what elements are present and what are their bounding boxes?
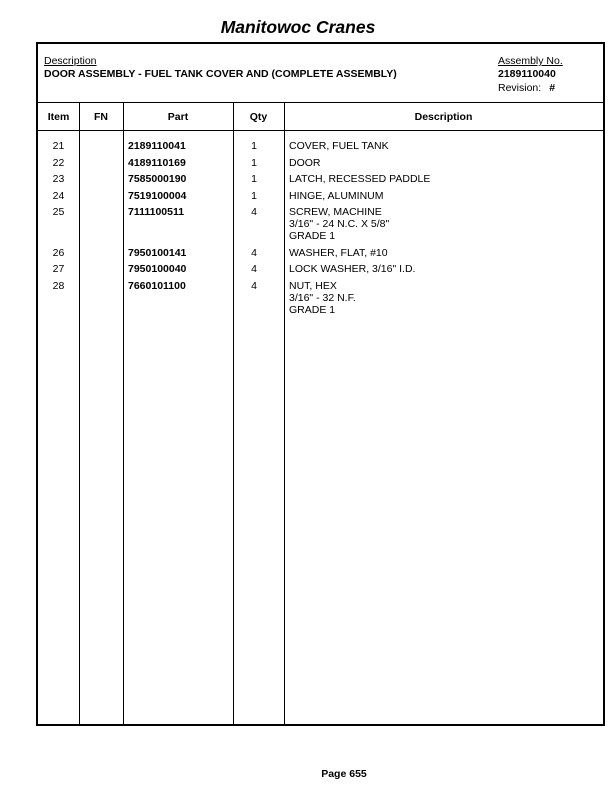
assembly-info <box>38 44 603 103</box>
part-number: 7660101100 <box>128 279 186 292</box>
description-label: Description <box>44 55 97 67</box>
part-description <box>289 280 603 316</box>
part-description <box>289 157 603 169</box>
part-number: 7111100511 <box>128 206 185 218</box>
quantity: 1 <box>251 173 257 185</box>
table-body <box>38 140 603 320</box>
item-number: 26 <box>52 246 65 259</box>
assembly-number: 2189110040 <box>498 68 556 80</box>
table-row <box>38 157 603 174</box>
description-line: 3/16" - 24 N.C. X 5/8" <box>289 218 390 230</box>
description-line: LOCK WASHER, 3/16" I.D. <box>289 263 416 275</box>
quantity: 1 <box>251 140 257 152</box>
page-title: Manitowoc Cranes <box>220 17 376 37</box>
revision-label: Revision: <box>498 82 542 94</box>
description-line: LATCH, RECESSED PADDLE <box>289 173 431 185</box>
item-number: 21 <box>52 140 65 152</box>
table-row <box>38 280 603 321</box>
description-line: GRADE 1 <box>289 303 336 316</box>
table-row <box>38 263 603 280</box>
part-number: 7519100004 <box>128 189 187 202</box>
item-number: 27 <box>52 263 65 275</box>
parts-table-frame <box>36 42 605 726</box>
table-row <box>38 190 603 207</box>
quantity: 4 <box>251 263 257 275</box>
revision <box>498 82 555 94</box>
item-number: 23 <box>52 173 65 185</box>
quantity: 1 <box>251 156 257 169</box>
description-line: GRADE 1 <box>289 230 336 242</box>
item-number: 22 <box>52 156 65 169</box>
description-line: NUT, HEX <box>289 279 337 292</box>
part-description <box>289 140 603 152</box>
item-number: 24 <box>52 189 65 202</box>
item-number: 28 <box>52 279 65 292</box>
description-line: 3/16" - 32 N.F. <box>289 291 356 304</box>
table-row <box>38 206 603 247</box>
part-number: 4189110169 <box>128 156 186 169</box>
column-header-description: Description <box>414 111 473 123</box>
assembly-description: DOOR ASSEMBLY - FUEL TANK COVER AND (COMPLETE ASSEMBLY) <box>44 68 397 80</box>
revision-value: # <box>549 82 556 94</box>
description-line: HINGE, ALUMINUM <box>289 189 384 202</box>
item-number: 25 <box>52 206 65 218</box>
description-line: COVER, FUEL TANK <box>289 140 389 152</box>
page-number: Page 655 <box>321 768 367 780</box>
part-number: 7585000190 <box>128 173 187 185</box>
part-number: 2189110041 <box>128 140 186 152</box>
quantity: 1 <box>251 189 257 202</box>
quantity: 4 <box>251 279 257 292</box>
quantity: 4 <box>251 206 257 218</box>
part-description <box>289 190 603 202</box>
table-row <box>38 173 603 190</box>
part-number: 7950100141 <box>128 246 187 259</box>
part-description <box>289 173 603 185</box>
part-description <box>289 247 603 259</box>
description-line: SCREW, MACHINE <box>289 206 382 218</box>
column-header-item: Item <box>47 111 70 123</box>
column-header-part: Part <box>167 111 189 123</box>
part-description <box>289 206 603 242</box>
column-header-qty: Qty <box>249 111 268 123</box>
description-line: WASHER, FLAT, #10 <box>289 246 388 259</box>
assembly-number-label: Assembly No. <box>498 55 563 67</box>
column-header-fn: FN <box>94 111 108 123</box>
part-description <box>289 263 603 275</box>
table-row <box>38 140 603 157</box>
description-line: DOOR <box>289 156 321 169</box>
part-number: 7950100040 <box>128 263 187 275</box>
table-row <box>38 247 603 264</box>
quantity: 4 <box>251 246 257 259</box>
